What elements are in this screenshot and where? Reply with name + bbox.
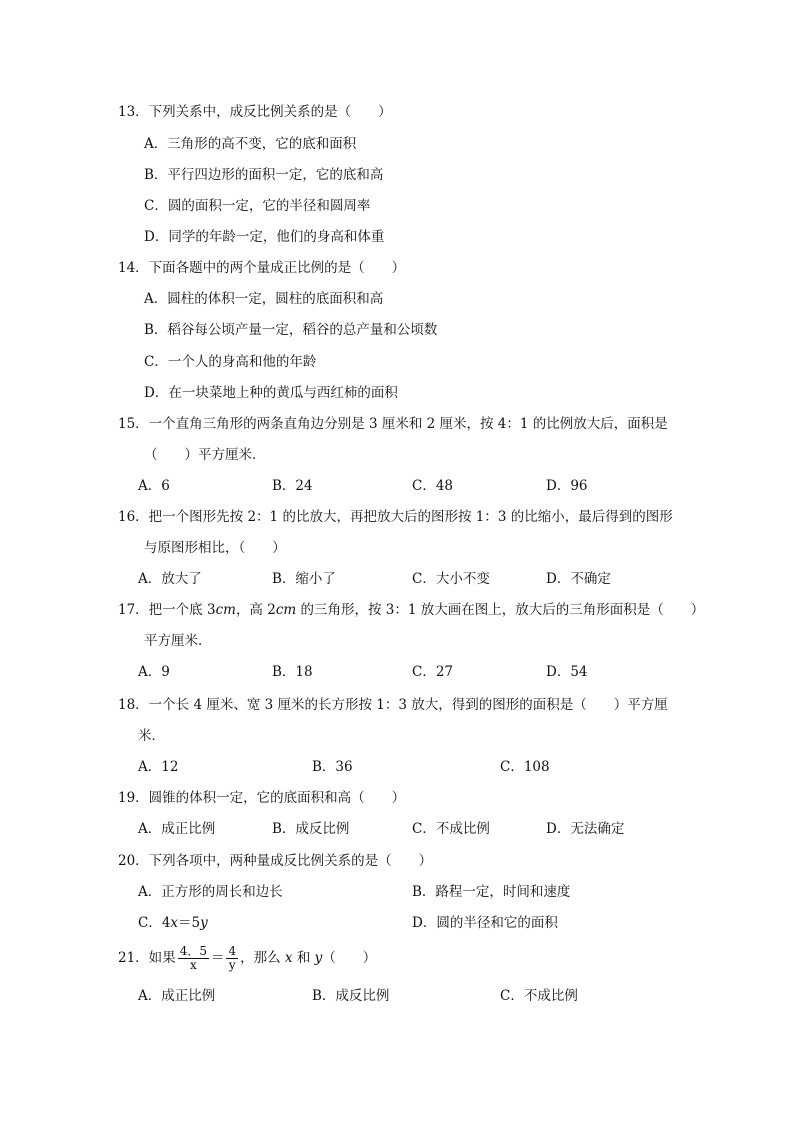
question-20-option-b[interactable]: B．路程一定，时间和速度: [412, 884, 571, 900]
question-13-stem: 13．下列关系中，成反比例关系的是（ ）: [118, 104, 392, 120]
question-20-option-c[interactable]: C．4x＝5y: [138, 915, 208, 931]
question-17-option-d[interactable]: D．54: [546, 664, 588, 680]
fraction-4-5-over-x: $\frac{4.5}{x}$: [179, 944, 207, 972]
question-16-stem: 16．把一个图形先按 2：1 的比放大，再把放大后的图形按 1：3 的比缩小，最后得到的图形: [118, 509, 673, 525]
question-14-option-b[interactable]: B．稻谷每公顷产量一定，稻谷的总产量和公顷数: [144, 322, 438, 338]
question-15-stem-cont: （ ）平方厘米．: [144, 447, 266, 463]
question-18-option-c[interactable]: C．108: [500, 759, 550, 775]
question-19-option-d[interactable]: D．无法确定: [546, 821, 625, 837]
question-15-option-d[interactable]: D．96: [546, 478, 588, 494]
question-17-option-c[interactable]: C．27: [412, 664, 454, 680]
question-15-stem: 15．一个直角三角形的两条直角边分别是 3 厘米和 2 厘米，按 4：1 的比例放大后，面积是: [118, 416, 668, 432]
question-21-option-a[interactable]: A．成正比例: [138, 988, 216, 1004]
question-14-option-d[interactable]: D．在一块菜地上种的黄瓜与西红柿的面积: [144, 385, 398, 401]
question-20-stem: 20．下列各项中，两种量成反比例关系的是（ ）: [118, 853, 433, 869]
question-13-option-d[interactable]: D．同学的年龄一定，他们的身高和体重: [144, 229, 385, 245]
question-21-stem: 21．如果 $\frac{4.5}{x}$ ＝ $\frac{4}{y}$ ，那么 x 和 y（ ）: [118, 944, 377, 972]
question-20-option-d[interactable]: D．圆的半径和它的面积: [412, 915, 558, 931]
question-21-option-c[interactable]: C．不成比例: [500, 988, 578, 1004]
question-18-option-a[interactable]: A．12: [138, 759, 179, 775]
question-17-option-b[interactable]: B．18: [272, 664, 313, 680]
question-15-option-a[interactable]: A．6: [138, 478, 170, 494]
question-15-option-c[interactable]: C．48: [412, 478, 454, 494]
question-18-stem: 18．一个长 4 厘米、宽 3 厘米的长方形按 1：3 放大，得到的图形的面积是（ ）平方厘: [118, 697, 668, 713]
question-13-option-a[interactable]: A．三角形的高不变，它的底和面积: [144, 136, 357, 152]
question-16-stem-cont: 与原图形相比，（ ）: [144, 540, 286, 556]
question-14-option-a[interactable]: A．圆柱的体积一定，圆柱的底面积和高: [144, 291, 384, 307]
question-13-option-b[interactable]: B．平行四边形的面积一定，它的底和高: [144, 167, 384, 183]
question-14-stem: 14．下面各题中的两个量成正比例的是（ ）: [118, 260, 406, 276]
question-19-stem: 19．圆锥的体积一定，它的底面积和高（ ）: [118, 790, 406, 806]
question-16-option-b[interactable]: B．缩小了: [272, 571, 336, 587]
question-17-stem-cont: 平方厘米．: [144, 633, 212, 649]
question-15-option-b[interactable]: B．24: [272, 478, 313, 494]
question-18-option-b[interactable]: B．36: [312, 759, 353, 775]
question-17-stem: 17．把一个底 3cm，高 2cm 的三角形，按 3：1 放大画在图上，放大后的三角形面积是（ ）: [118, 602, 705, 618]
question-16-option-a[interactable]: A．放大了: [138, 571, 202, 587]
question-19-option-b[interactable]: B．成反比例: [272, 821, 350, 837]
question-19-option-a[interactable]: A．成正比例: [138, 821, 216, 837]
question-16-option-d[interactable]: D．不确定: [546, 571, 611, 587]
question-16-option-c[interactable]: C．大小不变: [412, 571, 490, 587]
question-13-option-c[interactable]: C．圆的面积一定，它的半径和圆周率: [144, 198, 371, 214]
question-17-option-a[interactable]: A．9: [138, 664, 170, 680]
question-18-stem-cont: 米．: [138, 728, 165, 744]
question-14-option-c[interactable]: C．一个人的身高和他的年龄: [144, 354, 317, 370]
question-21-option-b[interactable]: B．成反比例: [312, 988, 390, 1004]
fraction-4-over-y: $\frac{4}{y}$: [228, 944, 237, 972]
question-19-option-c[interactable]: C．不成比例: [412, 821, 490, 837]
question-20-option-a[interactable]: A．正方形的周长和边长: [138, 884, 283, 900]
